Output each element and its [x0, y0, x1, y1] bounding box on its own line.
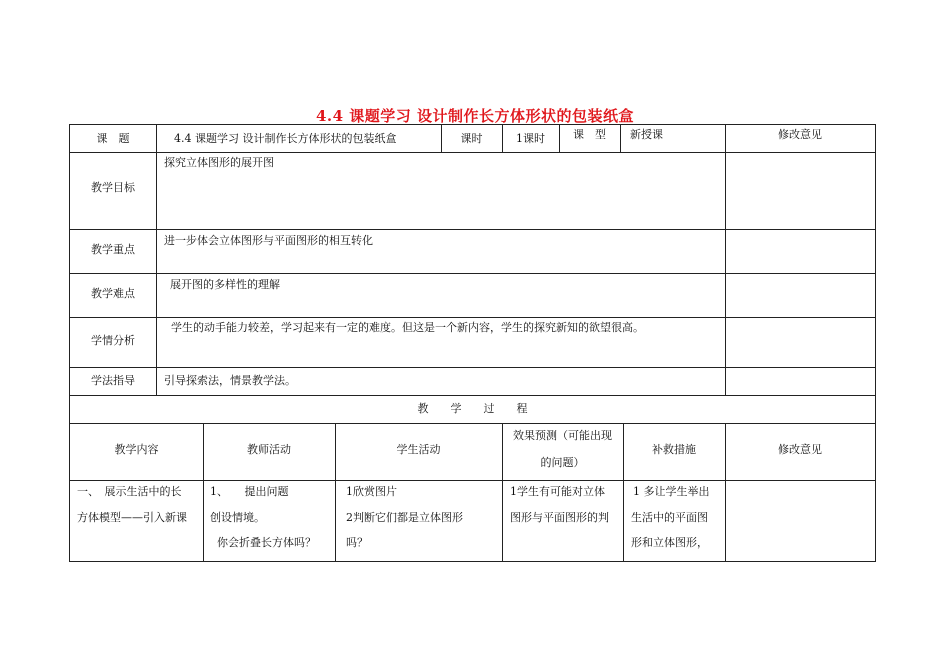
objective-label: 教学目标 [91, 181, 135, 194]
col-divider [156, 125, 157, 395]
col-effect-header-2: 的问题） [540, 456, 585, 469]
row-divider [70, 273, 875, 274]
col-student-header: 学生活动 [396, 443, 441, 456]
key-point-label: 教学重点 [91, 243, 135, 256]
student-line: 1欣赏图片 [346, 485, 397, 498]
effect-line: 1学生有可能对立体 [510, 485, 605, 498]
content-line: 一、 展示生活中的长 [77, 485, 182, 498]
col-remedy-header: 补救措施 [652, 443, 696, 456]
effect-line: 图形与平面图形的判 [510, 511, 609, 524]
teacher-line: 1、 提出问题 [210, 485, 289, 498]
process-table [69, 395, 876, 562]
row-divider [70, 229, 875, 230]
info-table [69, 124, 876, 396]
objective-value: 探究立体图形的展开图 [164, 156, 274, 169]
method-value: 引导探索法，情景教学法。 [164, 374, 296, 387]
topic-label: 课 题 [96, 132, 130, 145]
student-line: 吗？ [346, 536, 368, 549]
method-label: 学法指导 [91, 374, 135, 387]
col-divider [620, 125, 621, 152]
teacher-line: 你会折叠长方体吗？ [217, 536, 316, 549]
difficulty-value: 展开图的多样性的理解 [170, 278, 280, 291]
revise-label: 修改意见 [778, 128, 822, 141]
row-divider [70, 152, 875, 153]
hours-label: 课时 [460, 132, 483, 145]
row-divider [70, 367, 875, 368]
content-line: 方体模型——引入新课 [77, 511, 187, 524]
col-divider [502, 423, 503, 561]
document-title: 4.4 课题学习 设计制作长方体形状的包装纸盒 [315, 107, 635, 125]
student-line: 2判断它们都是立体图形 [346, 511, 463, 524]
col-divider [725, 125, 726, 395]
col-effect-header-1: 效果预测（可能出现 [513, 429, 612, 442]
row-divider [70, 317, 875, 318]
remedy-line: 形和立体图形， [631, 536, 708, 549]
teacher-line: 创设情境。 [210, 511, 265, 524]
analysis-value: 学生的动手能力较差，学习起来有一定的难度。但这是一个新内容，学生的探究新知的欲望很高。 [171, 321, 644, 334]
difficulty-label: 教学难点 [91, 287, 135, 300]
topic-value: 4.4 课题学习 设计制作长方体形状的包装纸盒 [174, 132, 397, 145]
col-teacher-header: 教师活动 [247, 443, 291, 456]
type-label: 课 型 [573, 128, 606, 141]
row-divider [70, 480, 875, 481]
row-divider [70, 423, 875, 424]
remedy-line: 1 多让学生举出 [633, 485, 710, 498]
col-revise-header: 修改意见 [778, 443, 822, 456]
analysis-label: 学情分析 [91, 334, 135, 347]
process-header: 教 学 过 程 [417, 402, 528, 415]
remedy-line: 生活中的平面图 [631, 511, 708, 524]
col-content-header: 教学内容 [114, 443, 159, 456]
hours-value: 1课时 [516, 132, 545, 145]
type-value: 新授课 [630, 128, 663, 141]
key-point-value: 进一步体会立体图形与平面图形的相互转化 [164, 234, 373, 247]
